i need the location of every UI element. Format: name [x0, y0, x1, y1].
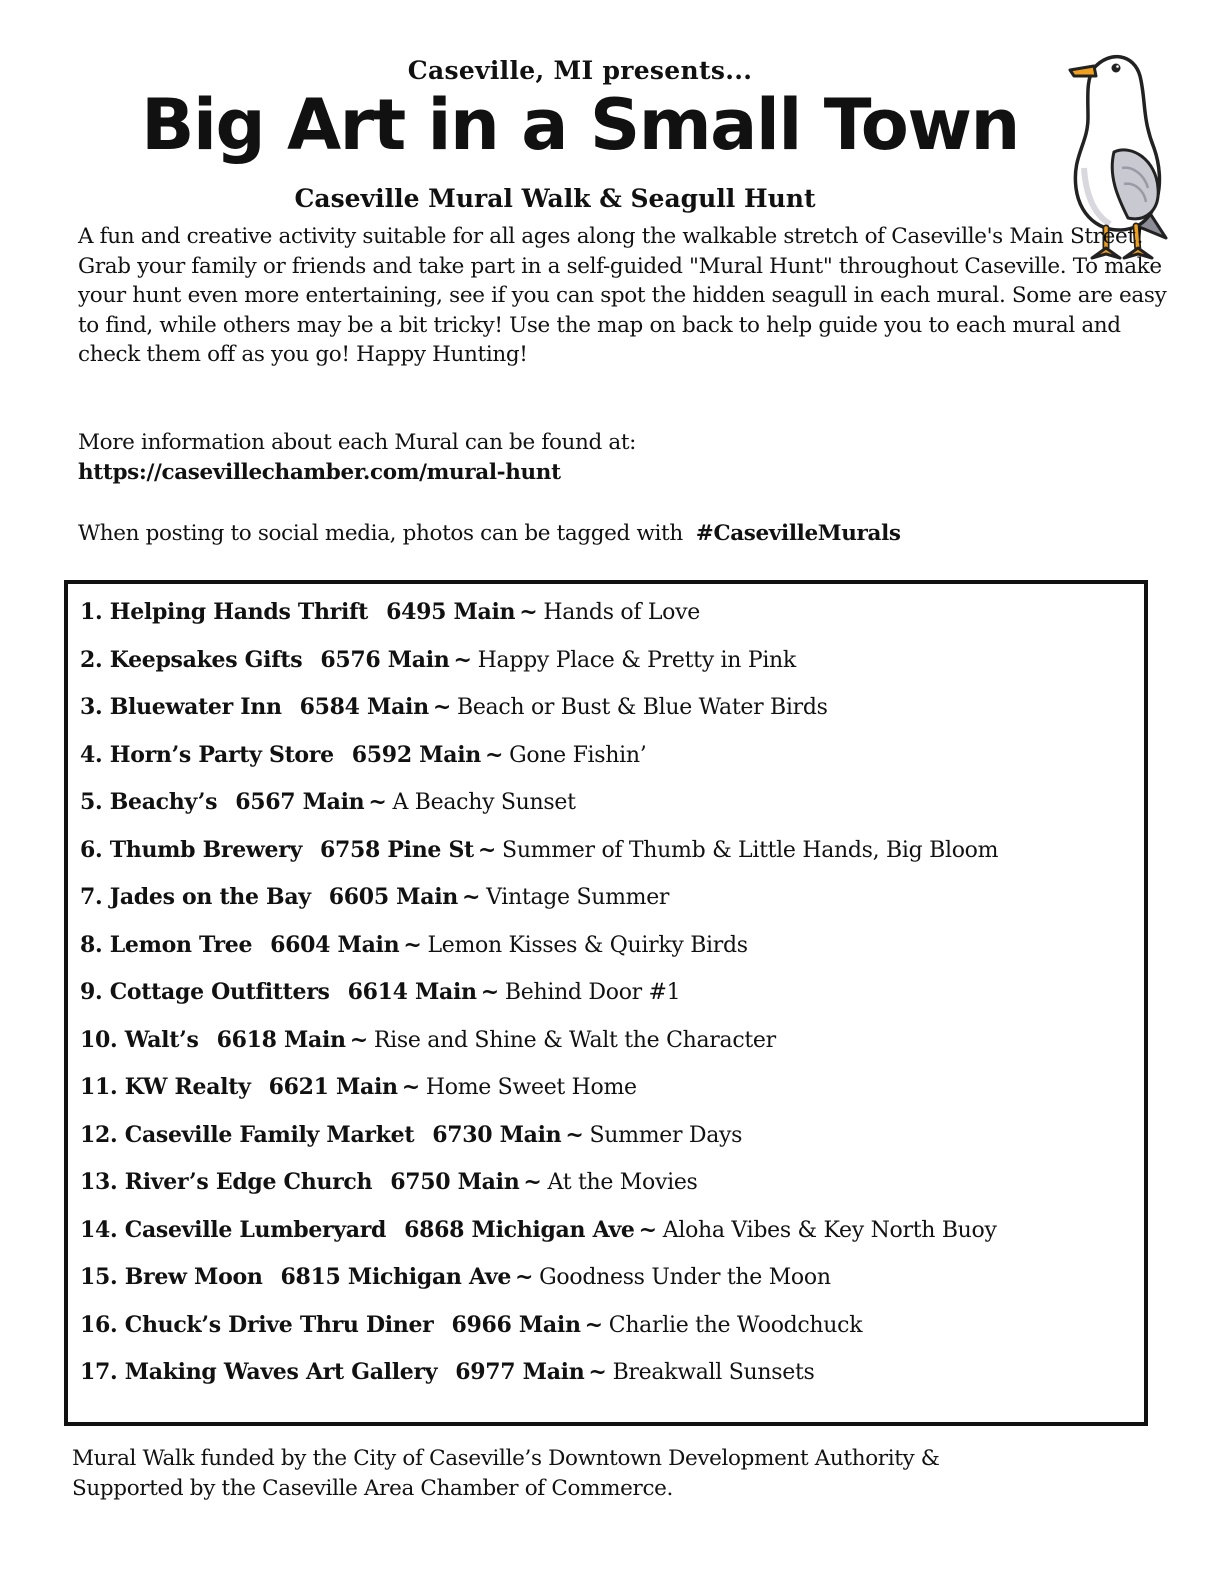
list-item: [80, 690, 998, 738]
mural-title: Summer of Thumb & Little Hands, Big Bloom: [502, 837, 999, 863]
mural-title: Beach or Bust & Blue Water Birds: [456, 695, 828, 720]
separator: ~: [368, 789, 387, 815]
list-item: [80, 595, 998, 643]
list-item: [80, 1118, 998, 1166]
mural-location: 5. Beachy’s: [80, 789, 218, 815]
separator: ~: [349, 1026, 368, 1053]
list-item: [80, 1260, 998, 1308]
mural-address: 6815 Michigan Ave: [280, 1264, 512, 1290]
info-line: More information about each Mural can be found at:: [78, 430, 637, 455]
mural-address: 6730 Main: [432, 1121, 562, 1148]
mural-address: 6977 Main: [455, 1359, 585, 1385]
mural-title: Home Sweet Home: [425, 1075, 637, 1100]
separator: ~: [461, 884, 481, 910]
list-item: [80, 1023, 998, 1071]
separator: ~: [638, 1216, 657, 1243]
separator: ~: [565, 1121, 584, 1148]
footer-funding: Mural Walk funded by the City of Caseville’s Downtown Development Authority &: [72, 1446, 940, 1471]
mural-location: 6. Thumb Brewery: [80, 836, 302, 863]
social-line: [78, 519, 901, 549]
mural-title: Vintage Summer: [486, 885, 670, 910]
separator: ~: [403, 931, 422, 958]
mural-location: 8. Lemon Tree: [80, 931, 253, 958]
mural-address: 6605 Main: [328, 884, 458, 910]
mural-title: Summer Days: [589, 1122, 743, 1148]
list-item: [80, 1355, 998, 1403]
separator: ~: [523, 1169, 542, 1195]
mural-title: Hands of Love: [543, 600, 700, 625]
mural-list: [80, 595, 998, 1403]
mural-title: Gone Fishin’: [509, 742, 647, 768]
separator: ~: [584, 1311, 603, 1338]
separator: ~: [484, 741, 504, 768]
mural-title: Aloha Vibes & Key North Buoy: [662, 1217, 997, 1243]
mural-location: 12. Caseville Family Market: [80, 1121, 415, 1148]
separator: ~: [401, 1074, 420, 1100]
mural-title: Lemon Kisses & Quirky Birds: [427, 932, 748, 958]
mural-location: 4. Horn’s Party Store: [80, 741, 334, 768]
separator: ~: [477, 836, 497, 863]
mural-title: Happy Place & Pretty in Pink: [477, 647, 796, 673]
mural-address: 6567 Main: [235, 789, 365, 815]
mural-location: 2. Keepsakes Gifts: [80, 646, 303, 673]
list-item: [80, 833, 998, 881]
mural-address: 6750 Main: [390, 1169, 520, 1195]
separator: ~: [432, 694, 451, 720]
list-item: [80, 975, 998, 1023]
mural-title: Breakwall Sunsets: [612, 1360, 815, 1385]
mural-address: 6495 Main: [386, 599, 516, 625]
mural-location: 3. Bluewater Inn: [80, 694, 282, 720]
pretitle: Caseville, MI presents...: [407, 56, 753, 85]
mural-location: 11. KW Realty: [80, 1074, 251, 1100]
mural-location: 13. River’s Edge Church: [80, 1169, 373, 1195]
mural-address: 6584 Main: [299, 694, 429, 720]
mural-title: Charlie the Woodchuck: [608, 1312, 863, 1338]
mural-address: 6604 Main: [270, 931, 400, 958]
mural-address: 6868 Michigan Ave: [404, 1216, 635, 1243]
mural-location: 14. Caseville Lumberyard: [80, 1216, 387, 1243]
mural-address: 6758 Pine St: [320, 836, 474, 863]
list-item: [80, 1165, 998, 1213]
list-item: [80, 928, 998, 976]
social-hashtag: #CasevilleMurals: [695, 521, 901, 546]
footer-support: Supported by the Caseville Area Chamber of Commerce.: [72, 1476, 674, 1501]
mural-location: 9. Cottage Outfitters: [80, 979, 330, 1005]
intro-paragraph: A fun and creative activity suitable for all ages along the walkable stretch of Caseville's Main Street! Grab your family or friends and take part in a self-guided "Mural Hunt" throughout Caseville. To make your hunt even more entertaining, see if you can spot the hidden seagull in each mural. Some are easy to find, while others may be a bit tricky! Use the map on back to help guide you to each mural and check them off as you go! Happy Hunting!: [78, 224, 1167, 368]
mural-title: At the Movies: [547, 1170, 698, 1195]
footer: [72, 1444, 1172, 1504]
mural-address: 6966 Main: [451, 1311, 581, 1338]
separator: ~: [519, 599, 538, 625]
list-item: [80, 643, 998, 691]
separator: ~: [515, 1264, 534, 1290]
mural-location: 7. Jades on the Bay: [80, 884, 311, 910]
mural-location: 16. Chuck’s Drive Thru Diner: [80, 1311, 434, 1338]
list-item: [80, 738, 998, 786]
list-item: [80, 1070, 998, 1118]
info-url-link[interactable]: https://casevillechamber.com/mural-hunt: [78, 460, 561, 485]
mural-title: Behind Door #1: [504, 980, 681, 1005]
list-item: [80, 1213, 998, 1261]
mural-location: 17. Making Waves Art Gallery: [80, 1359, 438, 1385]
separator: ~: [588, 1359, 607, 1385]
mural-address: 6576 Main: [320, 646, 450, 673]
mural-title: A Beachy Sunset: [392, 790, 576, 815]
social-text: When posting to social media, photos can be tagged with: [78, 521, 683, 546]
mural-address: 6618 Main: [216, 1026, 346, 1053]
list-item: [80, 880, 998, 928]
mural-location: 1. Helping Hands Thrift: [80, 599, 369, 625]
separator: ~: [480, 979, 499, 1005]
list-item: [80, 1308, 998, 1356]
mural-title: Rise and Shine & Walt the Character: [373, 1027, 776, 1053]
mural-location: 10. Walt’s: [80, 1026, 199, 1053]
mural-address: 6592 Main: [351, 741, 481, 768]
mural-address: 6614 Main: [347, 979, 477, 1005]
intro-section: [78, 222, 1178, 370]
page-title: Big Art in a Small Town: [141, 84, 1019, 166]
separator: ~: [453, 646, 472, 673]
list-item: [80, 785, 998, 833]
mural-address: 6621 Main: [268, 1074, 398, 1100]
mural-title: Goodness Under the Moon: [539, 1265, 831, 1290]
page-subtitle: Caseville Mural Walk & Seagull Hunt: [294, 184, 816, 213]
mural-location: 15. Brew Moon: [80, 1264, 263, 1290]
